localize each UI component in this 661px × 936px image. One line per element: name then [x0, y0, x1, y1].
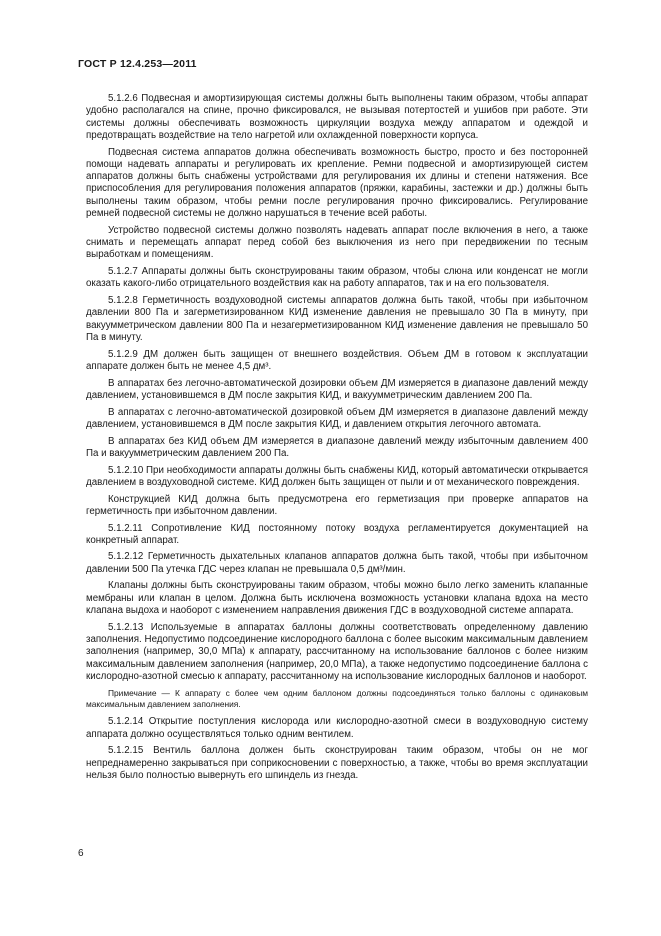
paragraph-valves: Клапаны должны быть сконструированы таким образом, чтобы можно было легко заменить клапанные мембраны или клапан в целом. Должна быть исключена возможность установки клапана вдоха на место клапана выдоха и наоборот с изменением направления движения ГДС в воздуховодной системе аппарата.: [86, 580, 588, 617]
paragraph-kid-sealing: Конструкцией КИД должна быть предусмотрена его герметизация при проверке аппаратов на герметичность при избыточном давлении.: [86, 493, 588, 517]
paragraph-dm-lung-auto: В аппаратах с легочно-автоматической дозировкой объем ДМ измеряется в диапазоне давлений между давлением, установившемся в ДМ после закрытия КИД, и давлением открытия легочного автомата.: [86, 406, 588, 430]
paragraph-5-1-2-12: 5.1.2.12 Герметичность дыхательных клапанов аппаратов должна быть такой, чтобы при избыточном давлении 500 Па утечка ГДС через клапан не превышала 0,5 дм³/мин.: [86, 551, 588, 575]
paragraph-dm-no-kid: В аппаратах без КИД объем ДМ измеряется в диапазоне давлений между избыточным давлением 400 Па и вакуумметрическим давлением 200 Па.: [86, 435, 588, 459]
paragraph-harness-system: Подвесная система аппаратов должна обеспечивать возможность быстро, просто и без посторонней помощи надевать аппараты и регулировать их крепление. Ремни подвесной и амортизирующей систем аппаратов должны быть снабжены устройствами для регулирования их длины и степени натяжения. Все приспособления для регулирования положения аппаратов (пряжки, карабины, застежки и др.) должны быть выполнены таким образом, чтобы ремни после регулирования прочно фиксировались. Регулирование ремней подвесной системы не должно нарушаться в течение всей работы.: [86, 146, 588, 220]
paragraph-harness-device: Устройство подвесной системы должно позволять надевать аппарат после включения в него, а также снимать и перемещать аппарат перед собой без выключения из него при передвижении по тесным выработкам и помещениям.: [86, 224, 588, 261]
paragraph-5-1-2-10: 5.1.2.10 При необходимости аппараты должны быть снабжены КИД, который автоматически открывается давлением в воздуховодной системе. КИД должен быть защищен от пыли и от механического повреждения.: [86, 464, 588, 488]
paragraph-5-1-2-7: 5.1.2.7 Аппараты должны быть сконструированы таким образом, чтобы слюна или конденсат не могли оказать какого-либо отрицательного воздействия как на работу аппаратов, так и на его пользователя.: [86, 266, 588, 290]
paragraph-5-1-2-13: 5.1.2.13 Используемые в аппаратах баллоны должны соответствовать определенному давлению заполнения. Недопустимо подсоединение кислородного баллона с более высоким максимальным давлением заполнения (например, 30,0 МПа) к аппарату, рассчитанному на использование баллонов с более низким максимальным давлением заполнения (например, 20,0 МПа), а также недопустимо подсоединение баллона с кислородно-азотной смесью к аппарату, рассчитанному на использование кислородных баллонов и наоборот.: [86, 621, 588, 682]
paragraph-5-1-2-8: 5.1.2.8 Герметичность воздуховодной системы аппаратов должна быть такой, чтобы при избыточном давлении 800 Па и загерметизированном КИД изменение давления не превышало 30 Па в минуту, при вакуумметрическом давлении 800 Па и незагерметизированном КИД изменение давления не превышало 50 Па в минуту.: [86, 295, 588, 343]
paragraph-5-1-2-11: 5.1.2.11 Сопротивление КИД постоянному потоку воздуха регламентируется документацией на конкретный аппарат.: [86, 522, 588, 546]
paragraph-5-1-2-15: 5.1.2.15 Вентиль баллона должен быть сконструирован таким образом, чтобы он не мог непреднамеренно закрываться при соприкосновении с поверхностью, а также, чтобы во время эксплуатации нельзя было полностью вывернуть его шпиндель из гнезда.: [86, 745, 588, 781]
document-body: [86, 93, 588, 787]
page-number: 6: [78, 848, 84, 859]
note-paragraph: Примечание — К аппарату с более чем одним баллоном должны подсоединяться только баллоны с одинаковым максимальным давлением заполнения.: [86, 688, 588, 710]
paragraph-dm-no-lung-auto: В аппаратах без легочно-автоматической дозировки объем ДМ измеряется в диапазоне давлений между давлением, установившемся в ДМ после закрытия КИД, и вакуумметрическим давлением 200 Па.: [86, 377, 588, 401]
paragraph-5-1-2-6: 5.1.2.6 Подвесная и амортизирующая системы должны быть выполнены таким образом, чтобы аппарат удобно располагался на спине, прочно фиксировался, не вызывая потертостей и ушибов при работе. Эти системы должны обеспечивать возможность циркуляции воздуха между аппаратом и одеждой и предотвращать воздействие на тело нагретой или охлажденной поверхности корпуса.: [86, 93, 588, 141]
document-header: ГОСТ Р 12.4.253—2011: [78, 58, 197, 70]
paragraph-5-1-2-9: 5.1.2.9 ДМ должен быть защищен от внешнего воздействия. Объем ДМ в готовом к эксплуатации аппарате должен быть не менее 4,5 дм³.: [86, 348, 588, 372]
paragraph-5-1-2-14: 5.1.2.14 Открытие поступления кислорода или кислородно-азотной смеси в воздуховодную систему аппарата должно осуществляться только одним вентилем.: [86, 716, 588, 740]
